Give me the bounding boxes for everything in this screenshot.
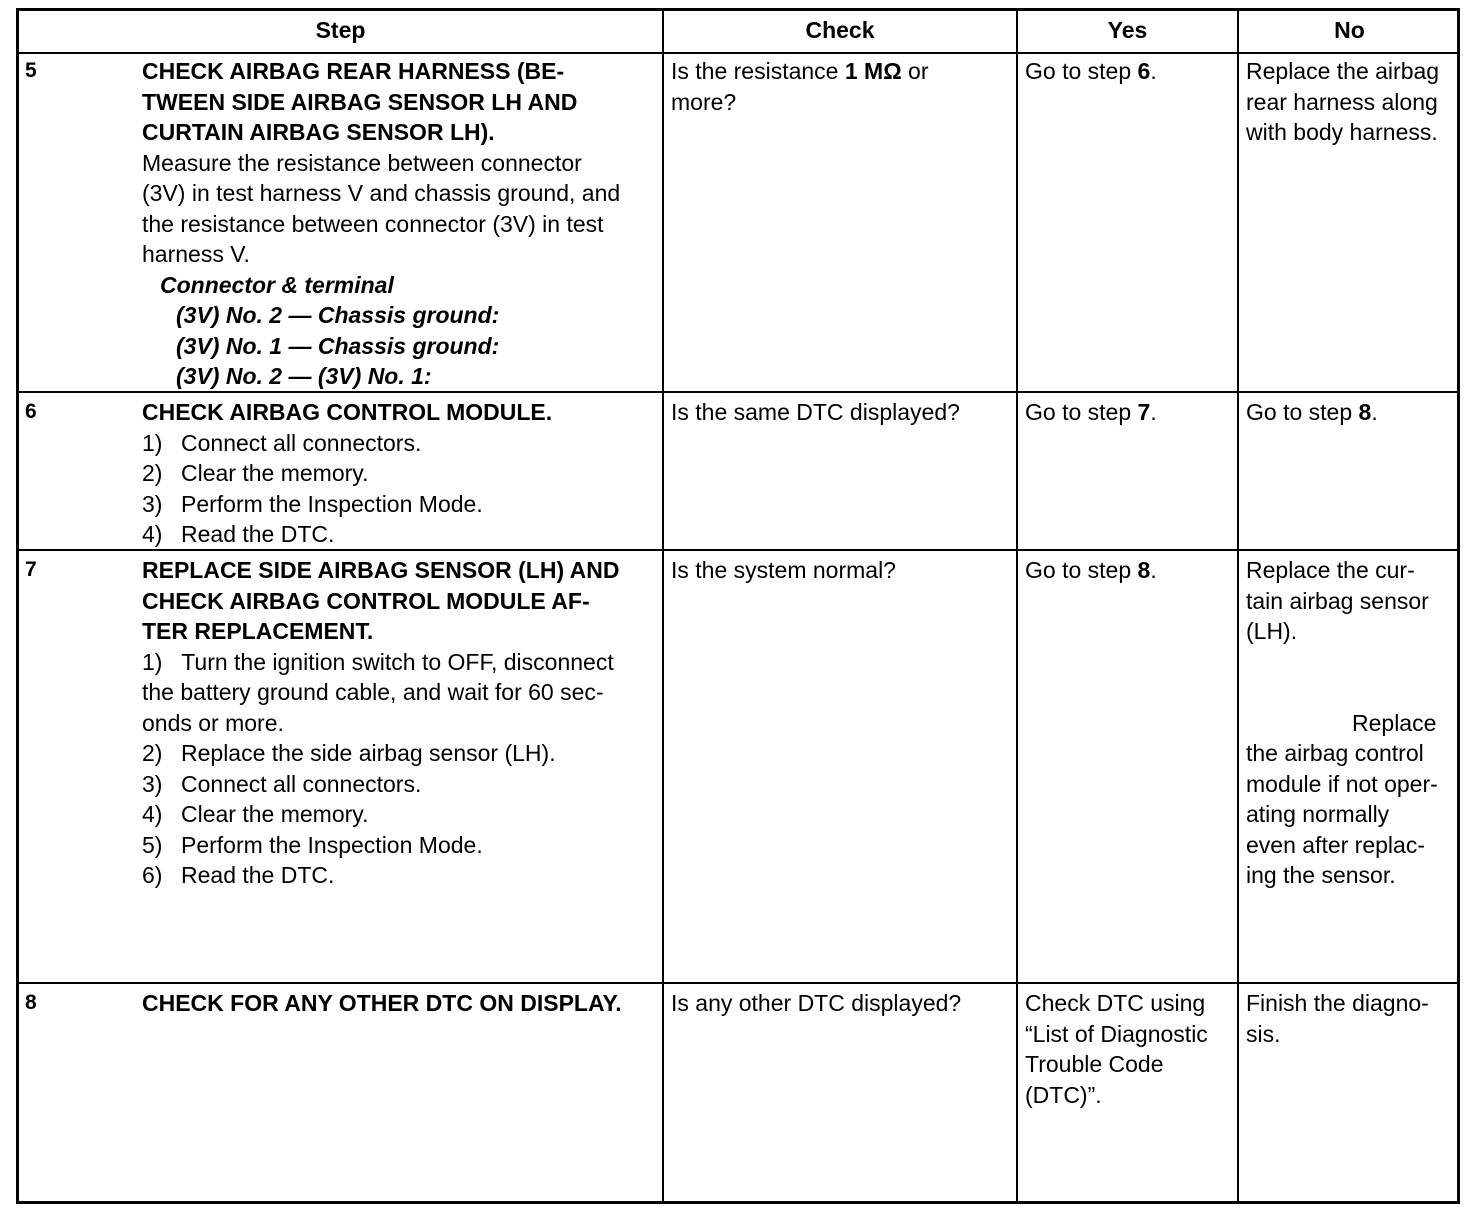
yes-text-line: Trouble Code	[1025, 1051, 1164, 1077]
no-text-line: sis.	[1246, 1020, 1281, 1047]
step-body-line: Measure the resistance between connector	[142, 149, 582, 176]
procedure-item: 4) Clear the memory.	[142, 801, 369, 827]
no-text-line: Replace	[1352, 709, 1437, 736]
connector-terminal-line: (3V) No. 2 — Chassis ground:	[176, 302, 500, 328]
procedure-item: 3) Perform the Inspection Mode.	[142, 490, 483, 517]
no-cell: Go to step 8.	[1246, 399, 1378, 425]
procedure-item-continuation: the battery ground cable, and wait for 60 sec-	[142, 679, 604, 705]
row-divider	[19, 982, 1457, 984]
no-text-line: ating normally	[1246, 801, 1390, 827]
procedure-item: 2) Clear the memory.	[142, 460, 369, 486]
procedure-item-continuation: onds or more.	[142, 709, 284, 736]
yes-text: .	[1150, 58, 1157, 84]
step-title-line: TWEEN SIDE AIRBAG SENSOR LH AND	[142, 88, 578, 115]
procedure-item: 3) Connect all connectors.	[142, 770, 422, 797]
step-number: 5	[25, 59, 37, 82]
goto-step-number: 8	[1137, 557, 1151, 583]
header-yes: Yes	[1107, 17, 1148, 43]
step-instructions	[142, 555, 620, 891]
yes-cell	[1025, 56, 1157, 87]
check-text: more?	[671, 88, 737, 115]
column-divider	[662, 11, 664, 1201]
no-text-line: with body harness.	[1246, 119, 1438, 145]
no-text-line: tain airbag sensor	[1246, 587, 1429, 614]
no-text-line: Replace the cur-	[1246, 557, 1415, 583]
yes-text-line: “List of Diagnostic	[1025, 1020, 1208, 1047]
step-title-line: CHECK AIRBAG REAR HARNESS (BE-	[142, 58, 565, 84]
procedure-item: 5) Perform the Inspection Mode.	[142, 831, 483, 858]
no-cell	[1246, 555, 1438, 891]
goto-step-number: 6	[1137, 58, 1151, 84]
yes-text-line: Check DTC using	[1025, 990, 1206, 1016]
step-number: 7	[25, 558, 37, 581]
step-title-line: CURTAIN AIRBAG SENSOR LH).	[142, 119, 495, 145]
header-step: Step	[315, 17, 366, 43]
step-title-line: CHECK AIRBAG CONTROL MODULE AF-	[142, 587, 590, 614]
step-body-line: the resistance between connector (3V) in test	[142, 210, 604, 237]
step-title-line: CHECK AIRBAG CONTROL MODULE.	[142, 399, 553, 425]
no-text-line: the airbag control	[1246, 740, 1424, 766]
step-number: 6	[25, 400, 37, 423]
step-body-line: harness V.	[142, 241, 250, 267]
check-cell	[671, 56, 928, 117]
procedure-item: 1) Connect all connectors.	[142, 429, 422, 456]
step-number: 8	[25, 991, 37, 1014]
step-instructions	[142, 397, 552, 550]
no-text-line: ing the sensor.	[1246, 862, 1396, 888]
check-text: or	[901, 58, 929, 84]
yes-text-line: (DTC)”.	[1025, 1081, 1102, 1108]
check-cell: Is the system normal?	[671, 557, 896, 583]
row-divider	[19, 52, 1457, 54]
step-body-line: (3V) in test harness V and chassis ground, and	[142, 180, 621, 206]
no-text-line: even after replac-	[1246, 831, 1425, 858]
header-check: Check	[805, 17, 875, 43]
procedure-item: 6) Read the DTC.	[142, 862, 335, 888]
check-text: Is the resistance	[671, 58, 845, 84]
procedure-item: 2) Replace the side airbag sensor (LH).	[142, 740, 556, 766]
procedure-item: 4) Read the DTC.	[142, 521, 335, 547]
step-title-line: TER REPLACEMENT.	[142, 618, 374, 644]
diagnostic-table	[16, 8, 1460, 1204]
check-value: 1 MΩ	[844, 58, 902, 84]
yes-cell	[1025, 988, 1208, 1110]
column-divider	[1237, 11, 1239, 1201]
procedure-item: 1) Turn the ignition switch to OFF, disconnect	[142, 648, 614, 675]
no-text-line: rear harness along	[1246, 88, 1438, 115]
step-instructions	[142, 56, 620, 392]
no-text-line: Finish the diagno-	[1246, 990, 1429, 1016]
check-cell: Is the same DTC displayed?	[671, 399, 960, 425]
yes-text: Go to step	[1025, 58, 1138, 84]
connector-terminal-line: (3V) No. 1 — Chassis ground:	[176, 332, 500, 359]
column-divider	[1016, 11, 1018, 1201]
header-no: No	[1334, 17, 1365, 43]
no-text-line: (LH).	[1246, 618, 1298, 644]
yes-cell: Go to step 7.	[1025, 399, 1157, 425]
step-title-line: REPLACE SIDE AIRBAG SENSOR (LH) AND	[142, 557, 620, 583]
goto-step-number: 8	[1358, 399, 1372, 425]
goto-step-number: 7	[1137, 399, 1151, 425]
no-text-line: module if not oper-	[1246, 770, 1438, 797]
no-cell	[1246, 56, 1439, 148]
no-text-line: Replace the airbag	[1246, 58, 1440, 84]
check-cell: Is any other DTC displayed?	[671, 990, 962, 1016]
step-title-line: CHECK FOR ANY OTHER DTC ON DISPLAY.	[142, 990, 622, 1016]
connector-heading: Connector & terminal	[160, 271, 394, 298]
no-cell	[1246, 988, 1429, 1049]
yes-cell: Go to step 8.	[1025, 557, 1157, 583]
connector-terminal-line: (3V) No. 2 — (3V) No. 1:	[176, 363, 432, 389]
step-instructions	[142, 988, 622, 1019]
